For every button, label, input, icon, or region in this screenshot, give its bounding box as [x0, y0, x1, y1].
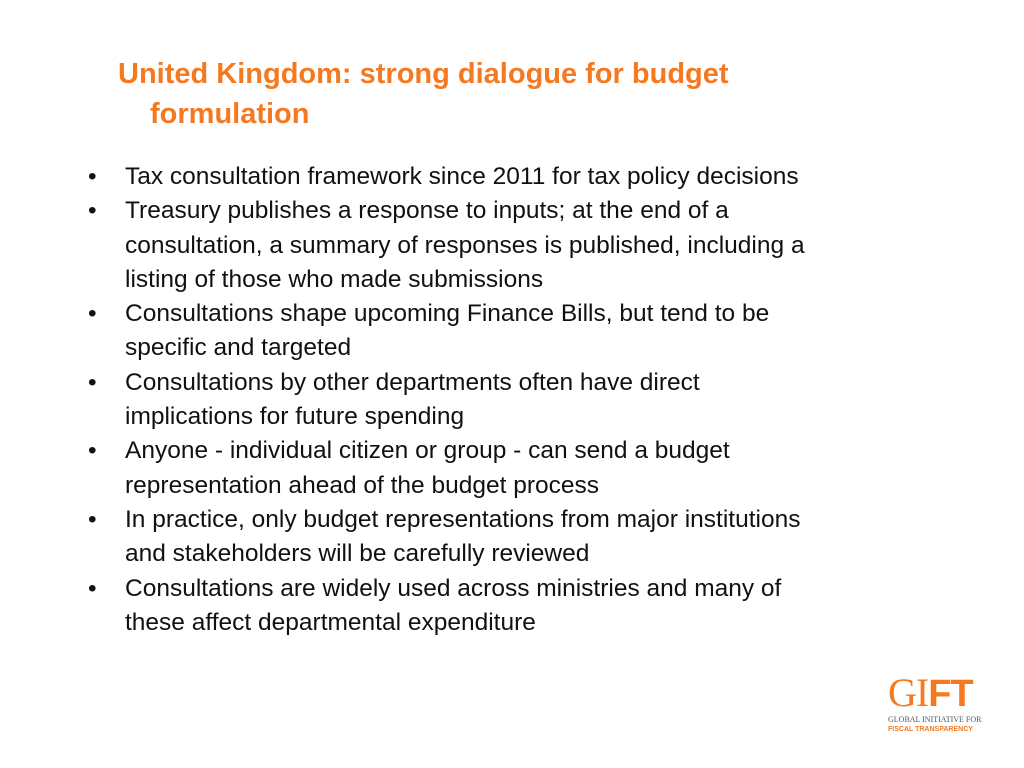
bullet-text: Consultations shape upcoming Finance Bills, but tend to be	[125, 300, 770, 328]
bullet-item	[88, 572, 928, 641]
bullet-text: Consultations by other departments often have direct	[125, 368, 700, 396]
bullet-text: Tax consultation framework since 2011 for tax policy decisions	[125, 163, 799, 190]
bullet-icon: •	[88, 574, 97, 602]
bullet-text: and stakeholders will be carefully reviewed	[125, 540, 590, 568]
bullet-text: listing of those who made submissions	[125, 265, 544, 293]
bullet-icon: •	[88, 197, 97, 225]
bullet-text: implications for future spending	[125, 403, 465, 431]
logo-letters	[888, 670, 988, 715]
slide-title	[118, 54, 878, 134]
bullet-text: In practice, only budget representations from major institutions	[125, 505, 801, 533]
bullet-item	[88, 297, 928, 366]
bullet-text: representation ahead of the budget process	[125, 471, 600, 499]
logo-line-1: GLOBAL INITIATIVE FOR	[888, 715, 982, 724]
bullet-text: these affect departmental expenditure	[125, 608, 536, 636]
bullet-icon: •	[88, 163, 97, 190]
bullet-text: specific and targeted	[125, 334, 352, 362]
bullet-item	[88, 503, 928, 572]
slide-title-line-1: United Kingdom: strong dialogue for budget	[118, 58, 729, 90]
logo-line-2: FISCAL TRANSPARENCY	[888, 726, 973, 733]
bullet-icon: •	[88, 505, 97, 533]
slide-title-line-2: formulation	[150, 98, 310, 130]
logo-letters-gi: GI	[888, 670, 929, 715]
bullet-text: Consultations are widely used across ministries and many of	[125, 574, 782, 602]
bullet-item	[88, 194, 928, 297]
bullet-icon: •	[88, 368, 97, 396]
bullet-item	[88, 160, 928, 194]
bullet-list	[88, 160, 928, 640]
bullet-item	[88, 434, 928, 503]
gift-logo	[888, 670, 988, 735]
bullet-text: consultation, a summary of responses is published, including a	[125, 231, 805, 259]
bullet-text: Treasury publishes a response to inputs; at the end of a	[125, 197, 729, 225]
logo-letters-ft: FT	[928, 673, 973, 715]
bullet-icon: •	[88, 300, 97, 328]
bullet-icon: •	[88, 437, 97, 465]
bullet-item	[88, 366, 928, 435]
bullet-text: Anyone - individual citizen or group - can send a budget	[125, 437, 730, 465]
